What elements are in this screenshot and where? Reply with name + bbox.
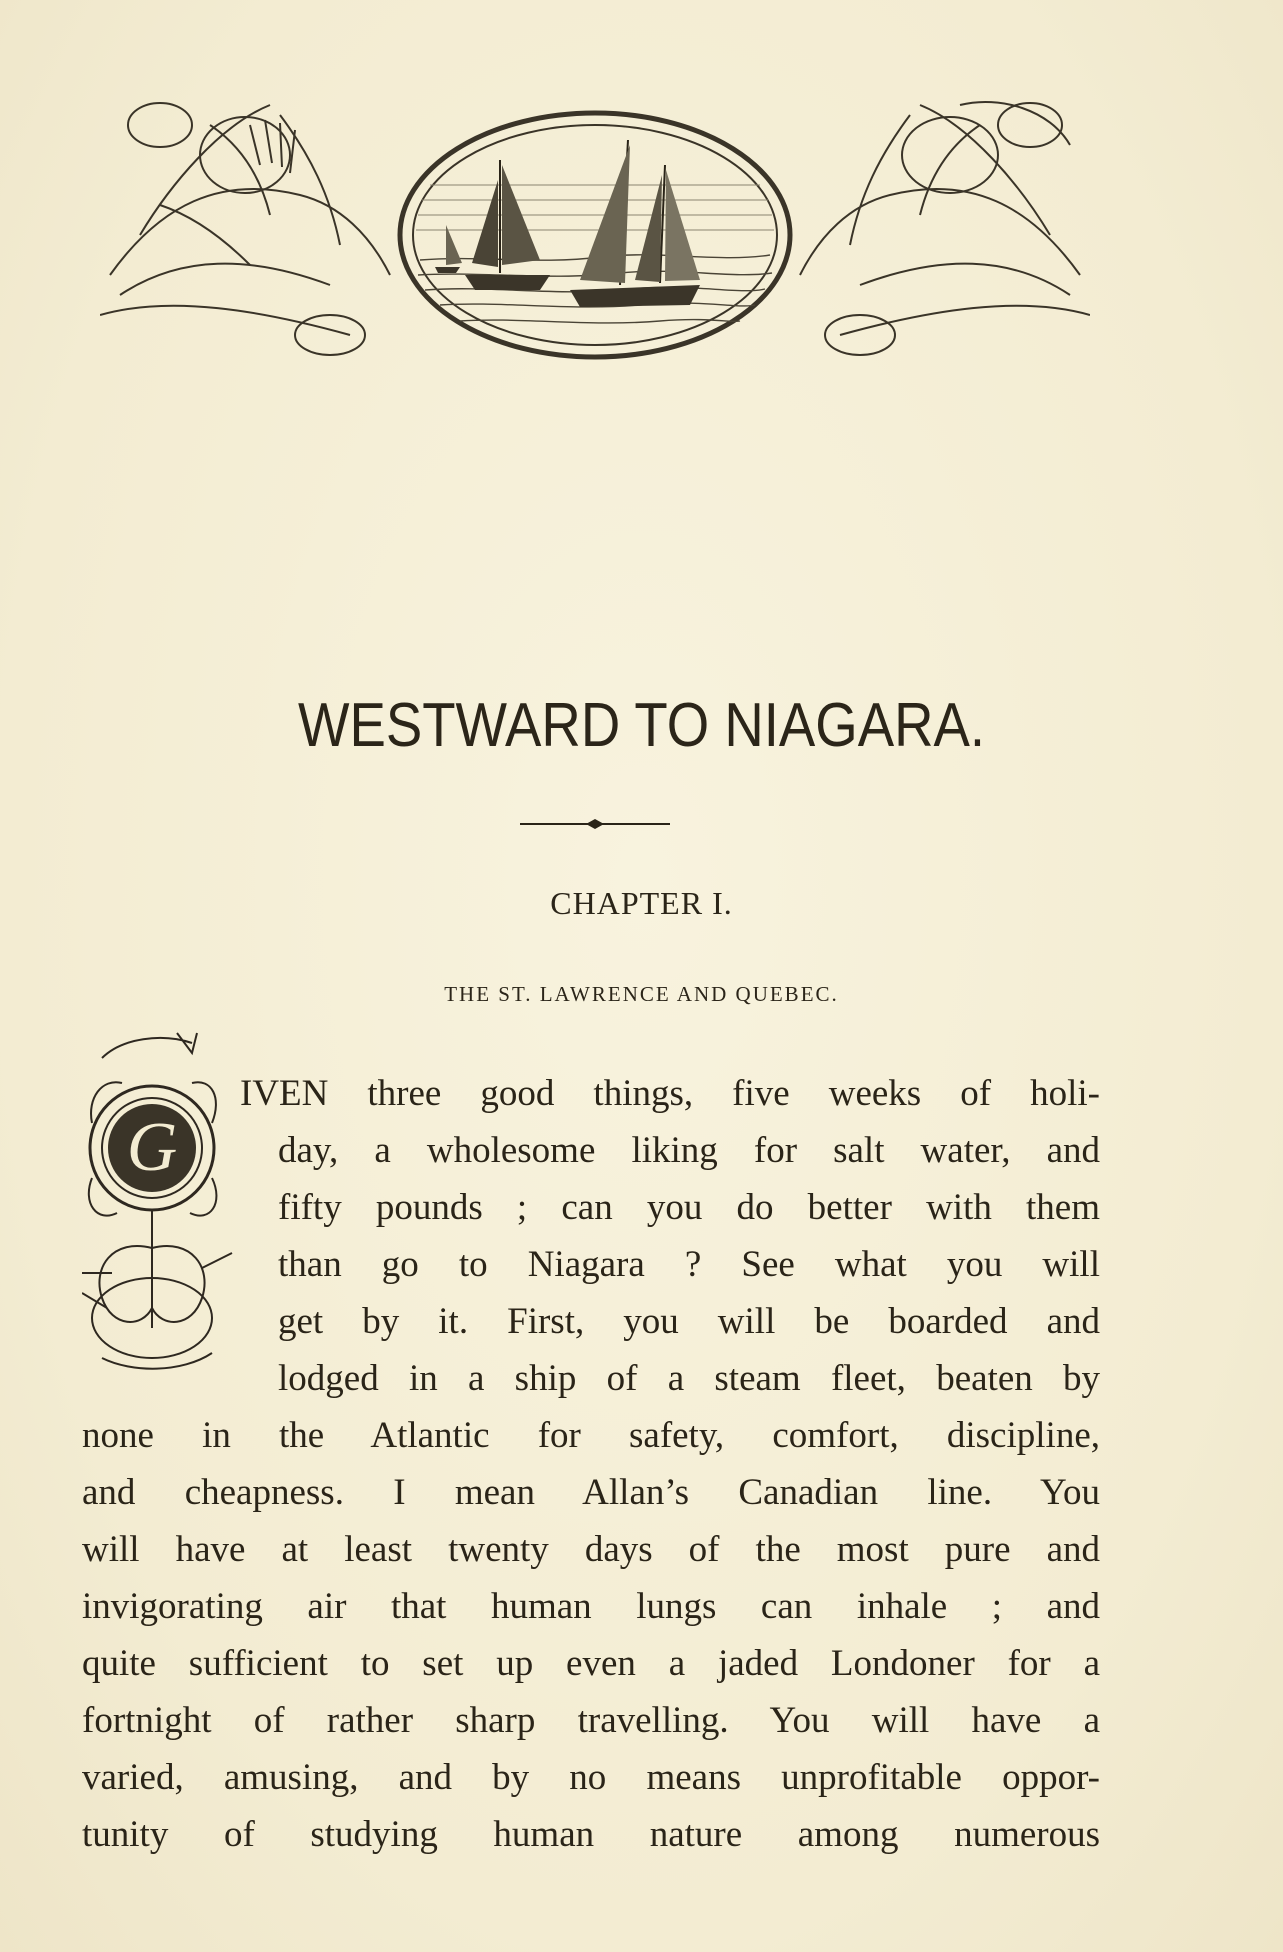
body-line: get by it. First, you will be boarded and — [278, 1301, 1100, 1342]
ships-vignette-icon — [100, 85, 1090, 385]
body-line: fortnight of rather sharp travelling. You will have a — [82, 1700, 1100, 1741]
body-line: than go to Niagara ? See what you will — [278, 1244, 1100, 1285]
body-line: and cheapness. I mean Allan’s Canadian line. You — [82, 1472, 1100, 1513]
body-line: IVEN three good things, five weeks of holi- — [240, 1073, 1100, 1114]
chapter-subtitle: THE ST. LAWRENCE AND QUEBEC. — [444, 982, 839, 1006]
body-line: will have at least twenty days of the most pure and — [82, 1529, 1100, 1570]
body-line: fifty pounds ; can you do better with them — [278, 1187, 1100, 1228]
body-line: quite sufficient to set up even a jaded Londoner for a — [82, 1643, 1100, 1684]
body-line: varied, amusing, and by no means unprofitable oppor- — [82, 1757, 1100, 1798]
body-line: none in the Atlantic for safety, comfort, discipline, — [82, 1415, 1100, 1456]
drop-cap-letter: G — [126, 1109, 178, 1186]
ornamental-initial-icon — [82, 1028, 242, 1393]
diamond-rule-icon — [520, 818, 670, 830]
body-line: invigorating air that human lungs can inhale ; and — [82, 1586, 1100, 1627]
body-line: day, a wholesome liking for salt water, and — [278, 1130, 1100, 1171]
body-line: tunity of studying human nature among numerous — [82, 1814, 1100, 1855]
body-line: lodged in a ship of a steam fleet, beaten by — [278, 1358, 1100, 1399]
chapter-heading: CHAPTER I. — [550, 885, 733, 921]
book-title: WESTWARD TO NIAGARA. — [297, 691, 986, 760]
